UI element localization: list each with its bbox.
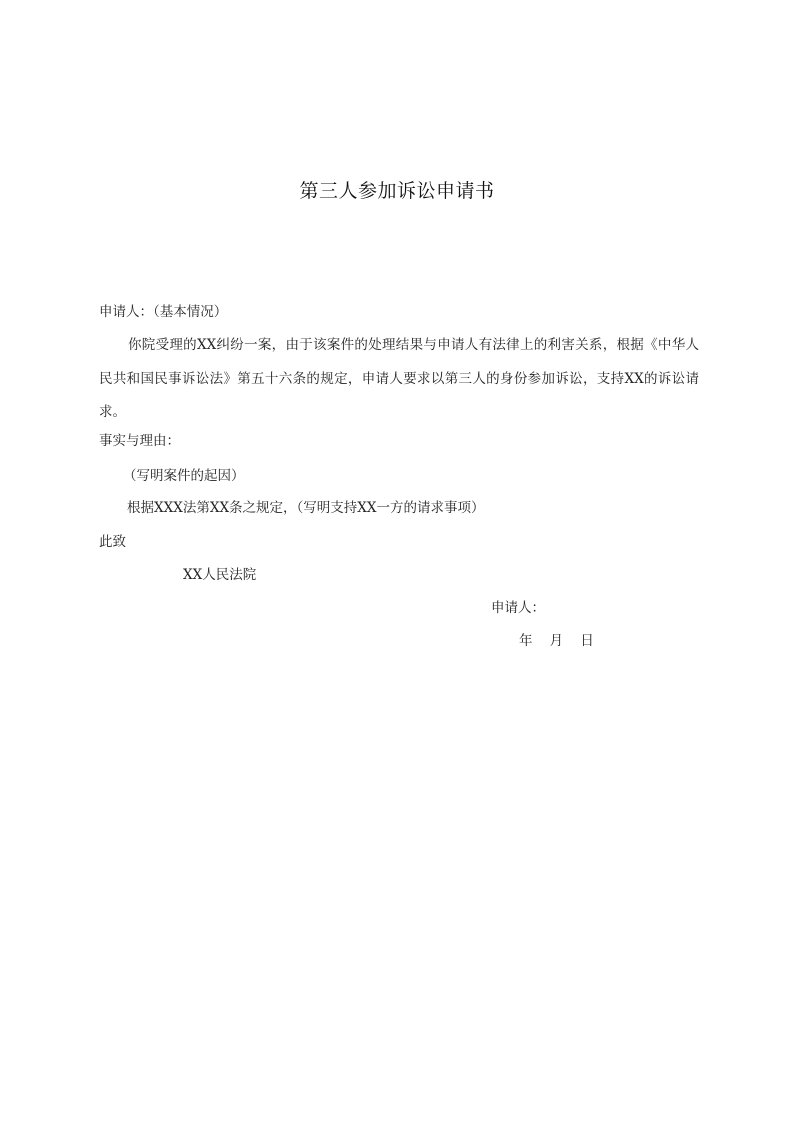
document-title: 第三人参加诉讼申请书 [299,180,495,202]
body-paragraph: 你院受理的XX纠纷一案，由于该案件的处理结果与申请人有法律上的利害关系，根据《中华人民共和国民事诉讼法》第五十六条的规定，申请人要求以第三人的身份参加诉讼，支持XX的诉讼请求。 [99,337,699,420]
signature-label: 申请人： [491,600,545,616]
legal-basis: 根据XXX法第XX条之规定，（写明支持XX一方的请求事项） [127,500,485,516]
facts-note: （写明案件的起因） [123,468,245,484]
closing-salutation: 此致 [99,534,126,550]
facts-heading: 事实与理由： [99,433,180,449]
applicant-line: 申请人：（基本情况） [99,304,228,320]
court-name: XX人民法院 [183,567,257,583]
date-line: 年 月 日 [519,633,594,649]
